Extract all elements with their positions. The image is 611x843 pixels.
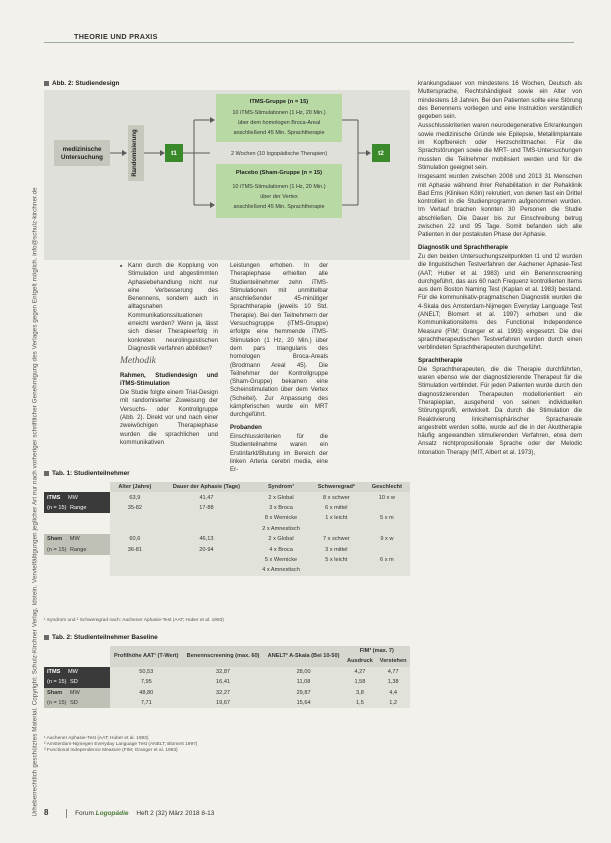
placebo-line-1: 10 iTMS-Stimulationen (1 Hz, 20 Min.): [232, 184, 326, 190]
table-cell: 6 x m: [364, 555, 410, 565]
table-cell: 4,27: [344, 667, 377, 677]
table2-label: [44, 634, 158, 641]
group-n-sham: (n = 15) SD: [44, 698, 110, 708]
table-row: [44, 565, 410, 575]
figure-label-text: Abb. 2: Studiendesign: [52, 80, 120, 87]
table-cell: 2 x Global: [253, 534, 309, 544]
right-col-text-1: krankungsdauer von mindestens 16 Wochen, Deutsch als Muttersprache, Rechtshändigkeit sowie ein Alter von mindestens 18 Jahren. Bei den Patienten sollte eine Störung des Benennens vorliegen und eine Instruktion verständlich gegeben sein.: [418, 80, 582, 121]
table-cell: 3 x mittel: [309, 544, 364, 554]
table2-header-aat: Profilhöhe AAT¹ (T-Wert): [110, 646, 183, 667]
right-col-text-3: Insgesamt wurden zwischen 2008 und 2013 31 Menschen mit Aphasie während ihrer Rehabilitation in der Rehaklinik Bad Ems (Kliniken Köln) rekrutiert, von denen fast ein Drittel kontrolliert in die Studienprogramm aufgenommen wurden. Im Verlauf brachen konnten 30 Personen die Studie abschließen. Die Dauer bis zur Einschreibung betrug zwischen 22 und 95 Tage. Somit befanden sich alle Patienten in der postakuten Phase der Aphasie.: [418, 173, 582, 239]
table-cell: 35-82: [110, 503, 160, 513]
left-column: [120, 262, 218, 448]
table-cell: 5 x Wernicke: [253, 555, 309, 565]
group-label-itms: iTMS MW: [44, 492, 110, 502]
table-cell: 15,64: [264, 698, 344, 708]
table-cell: 3 x Broca: [253, 503, 309, 513]
table1-header-age: Alter (Jahre): [110, 482, 160, 492]
table2-note-1: ¹ Aachener Aphasie-Test (AAT; Huber et al. 1983): [44, 736, 149, 741]
table-cell: 11,08: [264, 677, 344, 687]
footer-magazine: Logopädie: [95, 810, 129, 817]
placebo-line-3: anschließend 45 Min. Sprachtherapie: [233, 204, 325, 210]
table-baseline: [44, 646, 410, 708]
subheading-probanden: Probanden: [230, 423, 262, 431]
table-cell: 48,80: [110, 688, 183, 698]
group-n-itms: (n = 15) Range: [44, 503, 110, 513]
table2-note-3: ³ Functional Independence Measure (FIM; Granger et al. 1993): [44, 748, 178, 753]
group-label-sham: Sham MW: [44, 534, 110, 544]
table-cell: [160, 565, 253, 575]
table-cell: 32,27: [183, 688, 264, 698]
footer-issue: Heft 2 (32) März 2018 8-13: [136, 810, 215, 817]
table1-header-gender: Geschlecht: [364, 482, 410, 492]
table-cell: 8 x Wernicke: [253, 513, 309, 523]
table-cell: [309, 524, 364, 534]
table-row: [44, 677, 410, 687]
table-cell: 5 x leicht: [309, 555, 364, 565]
table-row: [44, 524, 410, 534]
table-cell: [110, 555, 160, 565]
placebo-line-2: über der Vertex: [260, 194, 298, 200]
table-cell: 17-88: [160, 503, 253, 513]
table1-header-duration: Dauer der Aphasie (Tage): [160, 482, 253, 492]
t1-text: t1: [171, 150, 177, 157]
table-row: [44, 492, 410, 502]
group-n-itms: (n = 15) SD: [44, 677, 110, 687]
table1-label-text: Tab. 1: Studienteilnehmer: [52, 470, 130, 477]
table-row: [44, 544, 410, 554]
table-cell: [160, 524, 253, 534]
table-cell: 28,00: [264, 667, 344, 677]
group-label-itms: iTMS MW: [44, 667, 110, 677]
table-cell: [44, 565, 110, 575]
itms-title: ITMS-Gruppe (n = 15): [249, 99, 309, 105]
table-row: [44, 688, 410, 698]
table-cell: [364, 503, 410, 513]
right-col-text-5: Die Sprachtherapeuten, die die Therapie durchführten, waren ebenso wie der diagnostizierende Therapeut für die Stimulation verblindet. Für jeden Patienten wurde durch den diagnostizierenden Therapeuten modellorientiert ein Therapieplan, ausgehend von seinen individuellen Störungsprofil, entwickelt. Da durch die Stimulation die Reaktivierung linkshemisphärischer Sprachareale angestrebt werden sollte, wurde auf die in der Akuttherapie häufig angewandten stimulierenden Verfahren, etwa dem Ansatz nichtpropositionale Sprache oder der Melodic Intonation Therapy (MIT, Albert et al. 1973),: [418, 365, 582, 456]
table-cell: [44, 513, 110, 523]
subheading-rahmen: Rahmen, Studiendesign und iTMS-Stimulation: [120, 371, 218, 387]
right-col-text-4: Zu den beiden Untersuchungszeitpunkten t1 und t2 wurden die linguistischen Testverfahren der Aachener Aphasie-Test (AAT; Huber et al. 1983) und ein Benennscreening durchgeführt, das aus 60 nach Frequenz kontrollierten Items aus dem Boston Naming Test (Kaplan et al. 1983) bestand. Für die kommunikativ-pragmatischen Diagnostik wurden die 4-Skala des Amsterdam-Nijmegen Everyday Language Test (ANELT; Blomert et al. 1997) erhoben und die Kommunikationsitems des Functional Independence Measure (FIM; Granger et al. 1993) eingesetzt. Die drei sprachtherapeutischen Testverfahren wurden durch einen verblindeten Sprachtherapeuten durchgeführt.: [418, 252, 582, 352]
table-cell: [364, 524, 410, 534]
table-cell: [364, 544, 410, 554]
group-label-sham: Sham MW: [44, 688, 110, 698]
table-cell: 9 x w: [364, 534, 410, 544]
table-cell: 3,8: [344, 688, 377, 698]
group-n-sham: (n = 15) Range: [44, 544, 110, 554]
square-icon: [44, 471, 49, 476]
table-cell: 32,87: [183, 667, 264, 677]
page-number: 8: [44, 808, 49, 817]
table-cell: 50,53: [110, 667, 183, 677]
table-cell: 19,67: [183, 698, 264, 708]
table-row: [44, 513, 410, 523]
table-cell: 63,9: [110, 492, 160, 502]
table-cell: 5 x m: [364, 513, 410, 523]
medical-exam-text: medizinische Untersuchung: [61, 146, 103, 161]
table-cell: 16,41: [183, 677, 264, 687]
itms-line-1: 10 iTMS-Stimulationen (1 Hz, 20 Min.): [232, 110, 326, 116]
table2-note-2: ² Amsterdam-Nijmegen Everyday Language Test (ANELT; Blomert 1997): [44, 742, 198, 747]
subheading-diagnostik: Diagnostik und Sprachtherapie: [418, 243, 509, 251]
middle-column: [230, 262, 328, 475]
table-cell: [309, 565, 364, 575]
table-cell: 1 x leicht: [309, 513, 364, 523]
table2-header-naming: Benennscreening (max. 60): [183, 646, 264, 667]
right-col-text-2: Ausschlusskriterien waren neurodegenerative Erkrankungen sowie medizinische Gründe wie Epilepsie, Metallimplantate im Kopfbereich oder Herzschrittmacher. Für die Sprachstörungen sowie die MRT- und TMS-Untersuchungen mussten die Teilnehmer mobilisiert werden und für die Stimulation geeignet sein.: [418, 122, 582, 171]
table1-label: [44, 470, 130, 477]
table-cell: 7 x schwer: [309, 534, 364, 544]
table-cell: 2 x Global: [253, 492, 309, 502]
table-cell: 1,2: [376, 698, 410, 708]
table1-header-severity: Schweregrad²: [309, 482, 364, 492]
table-cell: 7,71: [110, 698, 183, 708]
table-cell: [44, 524, 110, 534]
itms-line-3: anschließend 45 Min. Sprachtherapie: [233, 130, 325, 136]
table1-header-syndrome: Syndrom¹: [253, 482, 309, 492]
mid-col-text-1: Leistungen erhoben. In der Therapiephase erhielten alle Studienteilnehmer zehn iTMS-Stimulationen mit unmittelbar anschließender 45-minütiger Sprachtherapie (jeweils 10 Std. Therapie). Bei den Teilnehmern der Versuchsgruppe (iTMS-Gruppe) erfolgte eine hemmende iTMS-Stimulation (1 Hz, 20 Min.) über dem pars triangularis des homologen Broca-Areals (Brodmann Areal 45). Die Teilnehmer der Kontrollgruppe (Sham-Gruppe) bekamen eine Scheinstimulation über dem Vertex (Scheitel). Zur Anpassung des kämpferischen wurde ein MRT durchgeführt.: [230, 262, 328, 419]
itms-line-2: über dem homologen Broca-Areal: [237, 120, 321, 126]
table-cell: [364, 565, 410, 575]
table2-header-fim: FIM³ (max. 7): [344, 646, 410, 656]
right-column: [418, 80, 582, 458]
section-heading-methodik: Methodik: [120, 356, 156, 367]
left-col-text: Die Studie folgte einem Trial-Design mit randomisierter Zuweisung der Versuchs- oder Kontrollgruppe (Abb. 2). Direkt vor und nach einer zweiwöchigen Therapiephase wurden die sprachlichen und kommunikativen: [120, 389, 218, 446]
table-cell: 4,4: [376, 688, 410, 698]
table-row: [44, 555, 410, 565]
table-cell: 8 x schwer: [309, 492, 364, 502]
header-rule: [44, 42, 574, 43]
table-cell: 1,38: [376, 677, 410, 687]
footer-divider: [66, 809, 67, 818]
table-cell: 20-94: [160, 544, 253, 554]
middle-text: 2 Wochen (10 logopädische Therapien): [230, 151, 328, 157]
square-icon: [44, 81, 49, 86]
table-cell: 7,95: [110, 677, 183, 687]
table-cell: 6 x mittel: [309, 503, 364, 513]
table-row: [44, 698, 410, 708]
table-participants: [44, 482, 410, 576]
table-cell: 60,6: [110, 534, 160, 544]
table1-corner: [44, 482, 110, 492]
table-cell: 36-81: [110, 544, 160, 554]
table-row: [44, 667, 410, 677]
table-cell: [160, 555, 253, 565]
randomization-text: Randomisierung: [132, 129, 138, 177]
placebo-title: Placebo (Sham-Gruppe (n = 15): [235, 170, 323, 176]
footer-brand: Forum: [75, 810, 94, 817]
table-cell: 4 x Amnestisch: [253, 565, 309, 575]
t2-text: t2: [378, 150, 384, 157]
subheading-sprachtherapie: Sprachtherapie: [418, 356, 463, 364]
table-cell: 4,77: [376, 667, 410, 677]
page-footer: [44, 808, 214, 818]
section-header: [44, 28, 604, 44]
table-cell: [110, 513, 160, 523]
table-cell: 4 x Broca: [253, 544, 309, 554]
table2-header-anelt: ANELT² A-Skala (Bei 10-50): [264, 646, 344, 667]
table-cell: 29,87: [264, 688, 344, 698]
table-cell: 46,13: [160, 534, 253, 544]
mid-col-text-2: Einschlusskriterien für die Studienteilnahme waren ein Erstinfarkt/Blutung im Bereich der linken Arteria cerebri media, eine Er-: [230, 432, 328, 474]
study-design-diagram: [44, 90, 410, 260]
table2-header-fim-expression: Ausdruck: [344, 656, 377, 666]
table-cell: 10 x w: [364, 492, 410, 502]
copyright-side-note: [28, 40, 42, 820]
table-cell: [160, 513, 253, 523]
table-cell: 2 x Amnestisch: [253, 524, 309, 534]
table-cell: 1,58: [344, 677, 377, 687]
medical-exam-box: [54, 140, 110, 166]
table2-corner: [44, 646, 110, 667]
table-cell: [110, 524, 160, 534]
square-icon: [44, 635, 49, 640]
table-cell: [44, 555, 110, 565]
table2-header-fim-comprehension: Verstehen: [376, 656, 410, 666]
table2-notes: [44, 736, 197, 754]
table-cell: 1,5: [344, 698, 377, 708]
table1-note: ¹ Syndrom und ² Schweregrad nach: Aachener Aphasie-Test (AAT; Huber et al. 1983): [44, 618, 224, 623]
side-note-text: Urheberrechtlich geschütztes Material. Copyright: Schulz-Kirchner Verlag, Idstein. Vervielfältigungen jeglicher Art nur nach vorheriger schriftlicher Genehmigung des Verlages gegen Entgelt möglich. info@schulz-kirchner.de: [31, 187, 39, 817]
question-bullet: ■ Kann durch die Kopplung von Stimulation und abgestimmten Aphasiebehandlung nicht nur eine Verbesserung des Benennens, sondern auch in alltagsnahen Kommunikationssituationen erreicht werden? Wenn ja, lässt sich dieser Therapieerfolg in konkreten neurolinguistischen Diagnostik verfahren abbilden?: [120, 262, 218, 353]
table-cell: 41,47: [160, 492, 253, 502]
table2-label-text: Tab. 2: Studienteilnehmer Baseline: [52, 634, 158, 641]
table-cell: [110, 565, 160, 575]
figure-label: [44, 80, 119, 87]
table-row: [44, 534, 410, 544]
table-row: [44, 503, 410, 513]
section-header-title: THEORIE UND PRAXIS: [74, 32, 158, 41]
